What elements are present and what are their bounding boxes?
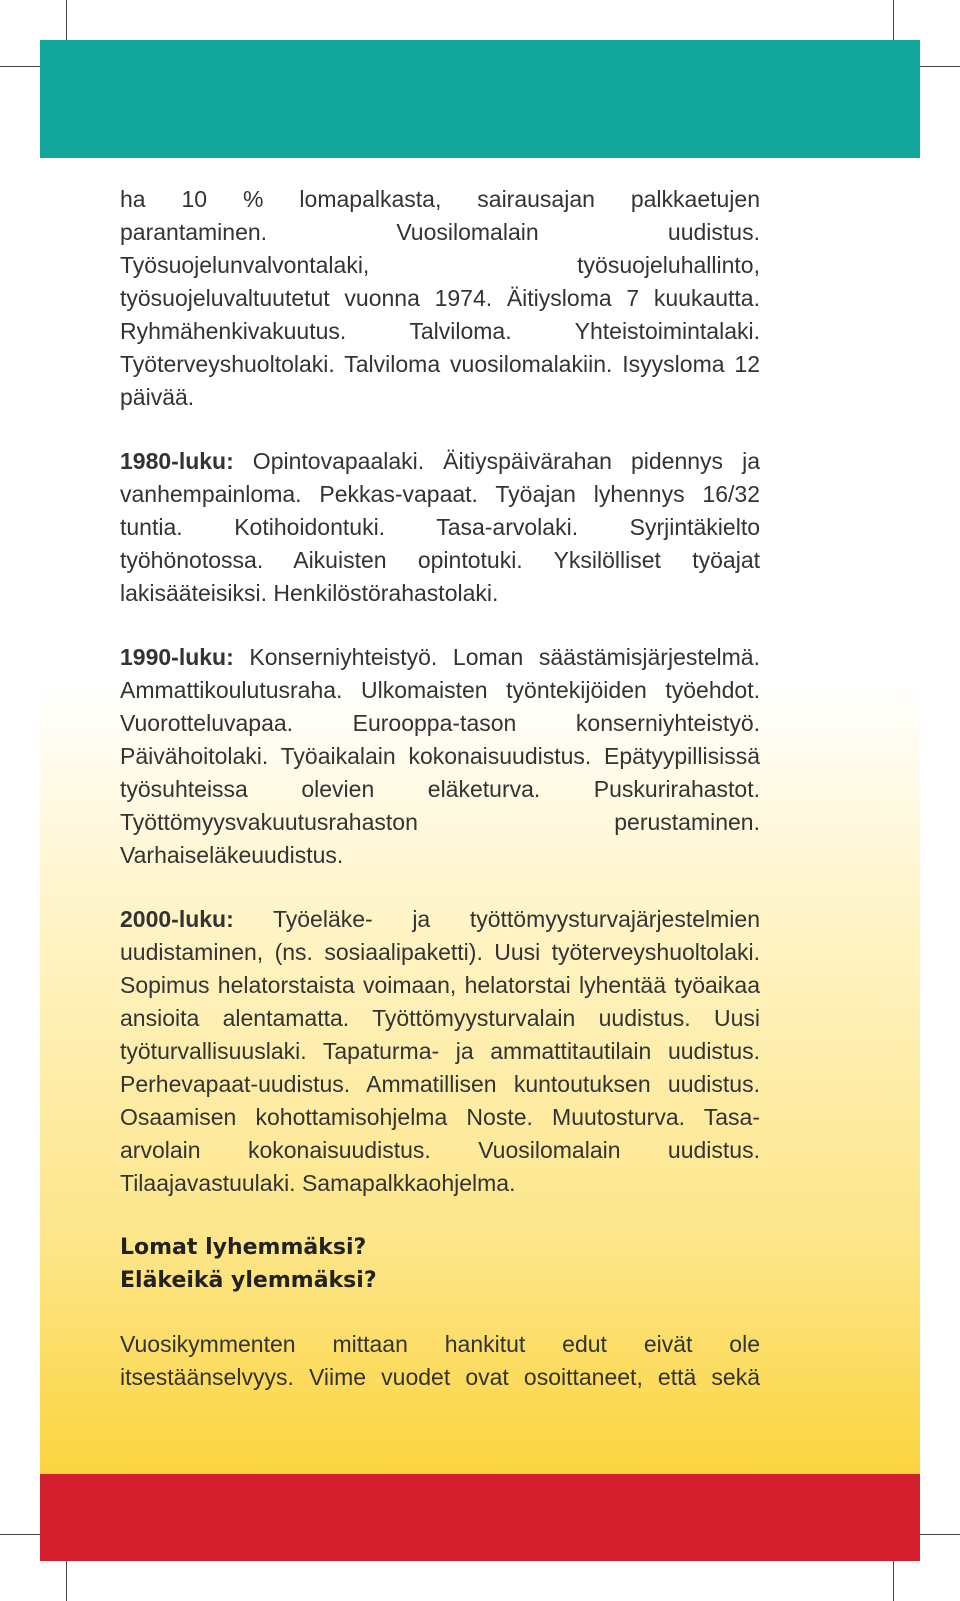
crop-mark [66,1555,67,1601]
question-heading [120,1231,760,1297]
crop-mark [914,66,960,67]
question-line-2: Eläkeikä ylemmäksi? [120,1268,377,1293]
decade-heading: 2000-luku: [120,906,234,932]
decade-heading: 1990-luku: [120,644,234,670]
decade-paragraph-2000 [120,903,760,1200]
crop-mark [914,1534,960,1535]
top-color-band [40,40,920,158]
decade-text: Työeläke- ja työttömyysturvajärjestelmien uudistaminen, (ns. sosiaalipaketti). Uusi työterveyshuoltolaki. Sopimus helatorstaista voimaan, helatorstai lyhentää työaikaa ansioita alentamatta. Työttömyysturvalain uudistus. Uusi työturvallisuuslaki. Tapaturma- ja ammattitautilain uudistus. Perhevapaat-uudistus. Ammatillisen kuntoutuksen uudistus. Osaamisen kohottamisohjelma Noste. Muutosturva. Tasa-arvolain kokonaisuudistus. Vuosilomalain uudistus. Tilaajavastuulaki. Samapalkkaohjelma. [120,906,760,1196]
decade-heading: 1980-luku: [120,448,234,474]
decade-text: Opintovapaalaki. Äitiyspäivärahan pidennys ja vanhempainloma. Pekkas-vapaat. Työajan lyhennys 16/32 tuntia. Kotihoidontuki. Tasa-arvolaki. Syrjintäkielto työhönotossa. Aikuisten opintotuki. Yksilölliset työajat lakisääteisiksi. Henkilöstörahastolaki. [120,448,760,606]
intro-paragraph: ha 10 % lomapalkasta, sairausajan palkkaetujen parantaminen. Vuosilomalain uudistus. Työsuojelunvalvontalaki, työsuojeluhallinto, työsuojeluvaltuutetut vuonna 1974. Äitiysloma 7 kuukautta. Ryhmähenkivakuutus. Talviloma. Yhteistoimintalaki. Työterveyshuoltolaki. Talviloma vuosilomalakiin. Isyysloma 12 päivää. [120,186,760,410]
crop-mark [893,1555,894,1601]
question-line-1: Lomat lyhemmäksi? [120,1235,367,1260]
decade-paragraph-1990 [120,641,760,872]
closing-paragraph: Vuosikymmenten mittaan hankitut edut eivät ole itsestäänselvyys. Viime vuodet ovat osoittaneet, että sekä [120,1331,760,1390]
body-text [120,183,760,1425]
decade-text: Konserniyhteistyö. Loman säästämisjärjestelmä. Ammattikoulutusraha. Ulkomaisten työntekijöiden työehdot. Vuorotteluvapaa. Eurooppa-tason konserniyhteistyö. Päivähoitolaki. Työaikalain kokonaisuudistus. Epätyypillisissä työsuhteissa olevien eläketurva. Puskurirahastot. Työttömyysvakuutusrahaston perustaminen. Varhaiseläkeuudistus. [120,644,760,868]
bottom-color-band [40,1474,920,1561]
decade-paragraph-1980 [120,445,760,610]
